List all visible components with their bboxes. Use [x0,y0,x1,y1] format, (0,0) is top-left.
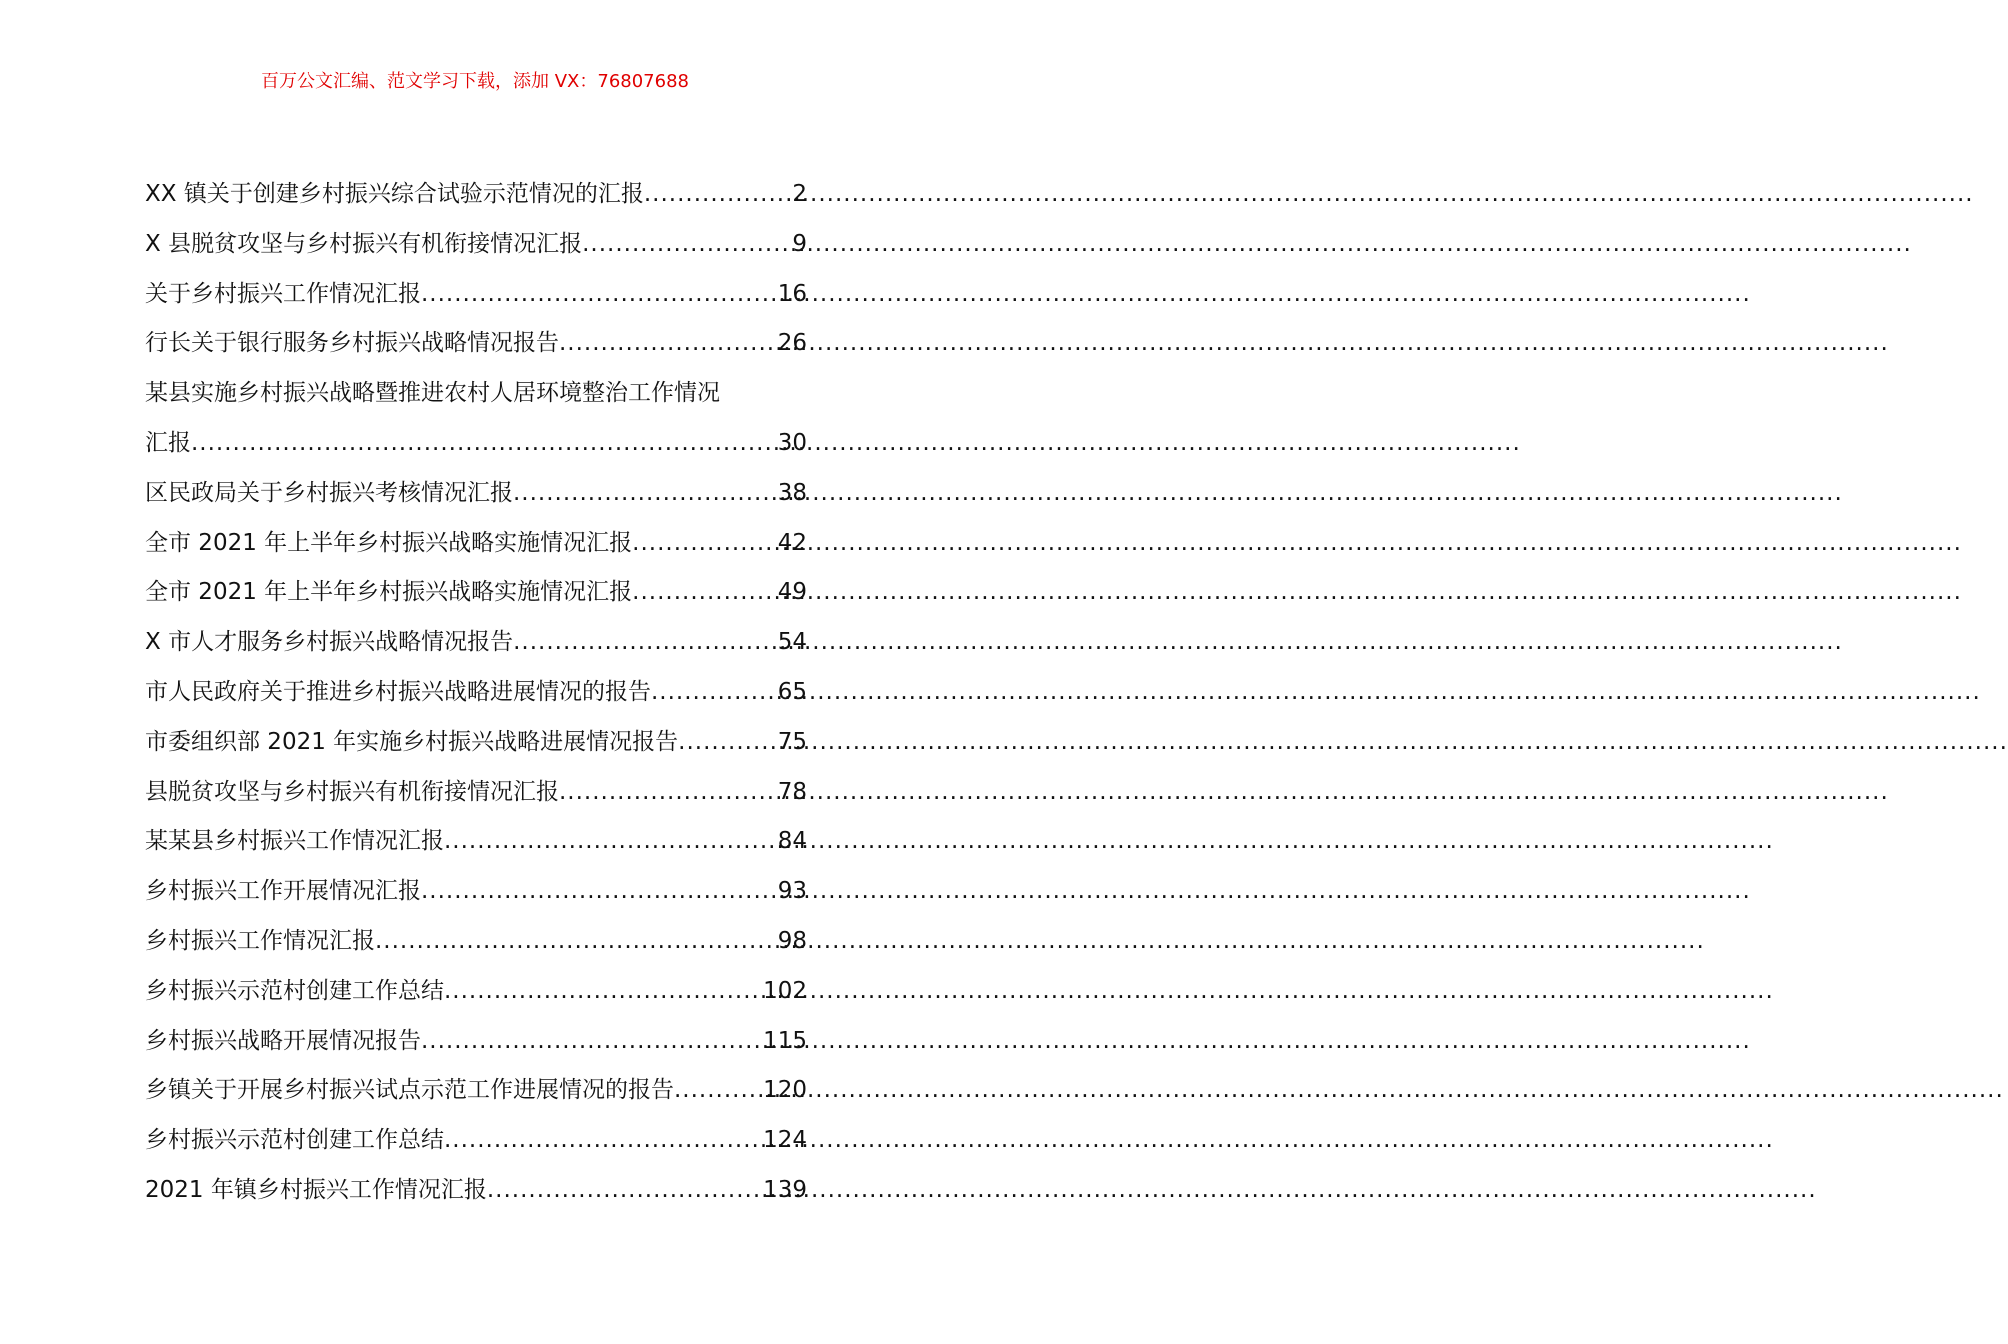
toc-entry[interactable] [145,1017,807,1067]
toc-entry[interactable] [145,419,807,469]
toc-entry-title: 全市 2021 年上半年乡村振兴战略实施情况汇报 [145,529,633,556]
toc-entry-page: 16 [777,280,807,307]
toc-entry-page: 38 [777,479,807,506]
toc-entry-page: 98 [777,927,807,954]
toc-entry-title: 汇报 [145,429,191,456]
toc-dot-leader [644,170,791,220]
toc-dot-leader [421,270,776,320]
toc-entry-title: X 县脱贫攻坚与乡村振兴有机衔接情况汇报 [145,230,583,257]
toc-dot-leader [632,519,776,569]
toc-dot-leader [674,1066,761,1116]
toc-entry-page: 120 [763,1077,807,1104]
toc-entry-wrapped-line[interactable] [145,369,807,419]
toc-dot-leader [678,718,776,768]
toc-dot-leader [559,768,776,818]
toc-dot-leader [651,668,776,718]
toc-entry-page: 30 [777,429,807,456]
toc-entry-page: 75 [777,728,807,755]
toc-entry-title: X 市人才服务乡村振兴战略情况报告 [145,629,514,656]
toc-entry[interactable] [145,319,807,369]
toc-entry-title: 关于乡村振兴工作情况汇报 [145,280,421,307]
toc-dot-leader [191,419,776,469]
table-of-contents [145,170,807,1216]
toc-entry-page: 54 [777,629,807,656]
toc-dot-leader [513,469,776,519]
toc-entry-page: 93 [777,878,807,905]
toc-entry-title: 乡村振兴工作开展情况汇报 [145,878,421,905]
header-note: 百万公文汇编、范文学习下载，添加 VX：76807688 [261,71,689,92]
toc-entry[interactable] [145,170,807,220]
toc-entry-page: 9 [792,230,807,257]
toc-entry[interactable] [145,1066,807,1116]
toc-entry-title: 县脱贫攻坚与乡村振兴有机衔接情况汇报 [145,778,559,805]
toc-entry-title: 乡村振兴工作情况汇报 [145,927,375,954]
toc-entry[interactable] [145,220,807,270]
toc-entry-title: 区民政局关于乡村振兴考核情况汇报 [145,479,513,506]
toc-dot-leader [444,817,776,867]
toc-entry[interactable] [145,967,807,1017]
toc-entry-title: 乡镇关于开展乡村振兴试点示范工作进展情况的报告 [145,1077,674,1104]
toc-entry-page: 78 [777,778,807,805]
toc-entry[interactable] [145,270,807,320]
toc-entry[interactable] [145,768,807,818]
toc-entry[interactable] [145,618,807,668]
toc-dot-leader [421,1017,761,1067]
toc-entry-title-line1: 某县实施乡村振兴战略暨推进农村人居环境整治工作情况 [145,380,720,407]
toc-entry-page: 42 [777,529,807,556]
toc-entry-title: 某某县乡村振兴工作情况汇报 [145,828,444,855]
toc-entry[interactable] [145,718,807,768]
toc-dot-leader [444,1116,761,1166]
toc-entry-title: 乡村振兴战略开展情况报告 [145,1027,421,1054]
toc-entry[interactable] [145,1116,807,1166]
toc-entry-title: XX 镇关于创建乡村振兴综合试验示范情况的汇报 [145,181,644,207]
toc-entry[interactable] [145,1166,807,1216]
toc-entry-page: 26 [777,330,807,357]
toc-entry-title: 2021 年镇乡村振兴工作情况汇报 [145,1176,487,1203]
toc-entry-page: 49 [777,579,807,606]
toc-entry[interactable] [145,469,807,519]
toc-entry[interactable] [145,568,807,618]
toc-entry-title: 乡村振兴示范村创建工作总结 [145,1127,444,1154]
toc-dot-leader [375,917,776,967]
toc-dot-leader [487,1166,761,1216]
toc-entry[interactable] [145,867,807,917]
toc-entry-title: 乡村振兴示范村创建工作总结 [145,977,444,1004]
toc-entry-page: 115 [763,1027,807,1054]
toc-dot-leader [559,319,776,369]
toc-entry[interactable] [145,917,807,967]
toc-entry-page: 84 [777,828,807,855]
toc-entry-page: 124 [763,1127,807,1154]
document-page [0,0,950,1344]
toc-dot-leader [444,967,761,1017]
toc-entry[interactable] [145,668,807,718]
toc-entry[interactable] [145,519,807,569]
toc-dot-leader [421,867,776,917]
toc-entry[interactable] [145,817,807,867]
toc-entry-page: 2 [792,181,807,207]
toc-entry-title: 市委组织部 2021 年实施乡村振兴战略进展情况报告 [145,728,679,755]
toc-dot-leader [632,568,776,618]
toc-entry-page: 139 [763,1176,807,1203]
toc-entry-page: 102 [763,977,807,1004]
toc-dot-leader [582,220,790,270]
toc-entry-page: 65 [777,678,807,705]
toc-entry-title: 行长关于银行服务乡村振兴战略情况报告 [145,330,559,357]
toc-entry-title: 全市 2021 年上半年乡村振兴战略实施情况汇报 [145,579,633,606]
toc-entry-title: 市人民政府关于推进乡村振兴战略进展情况的报告 [145,678,651,705]
toc-dot-leader [513,618,776,668]
